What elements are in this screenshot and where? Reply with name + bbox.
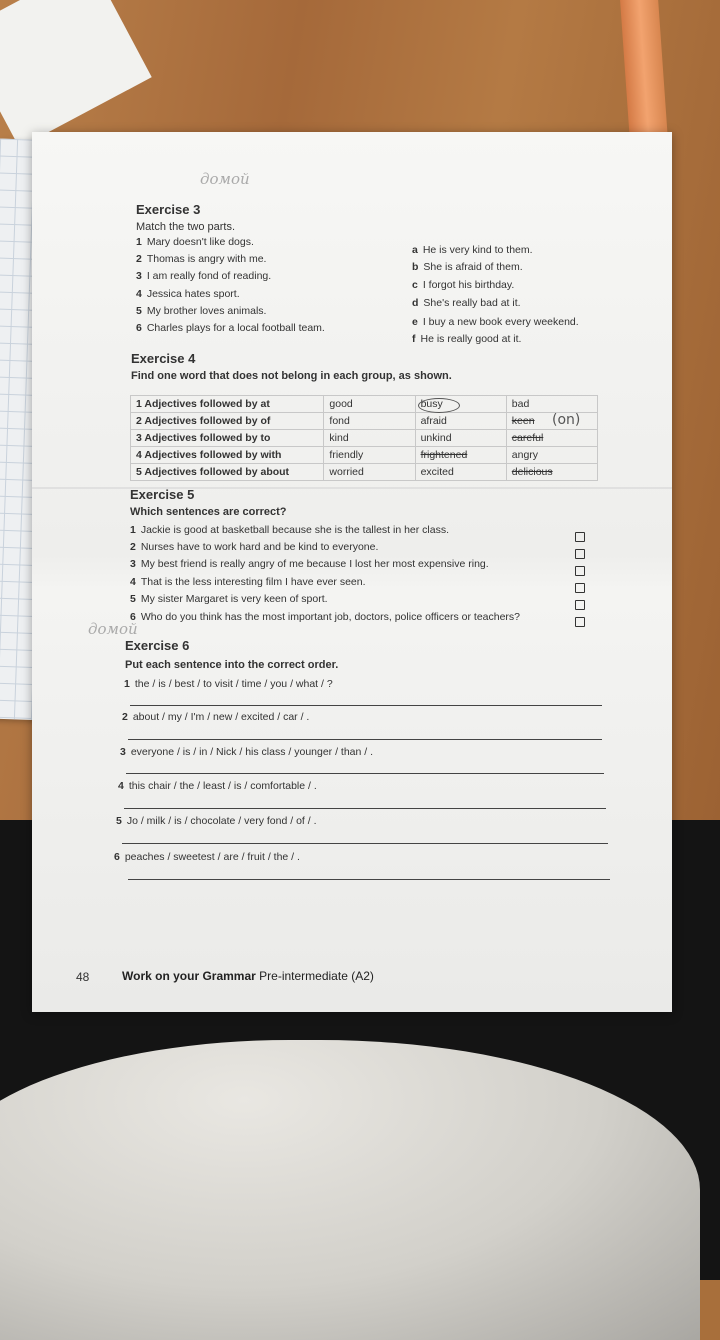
answer-line[interactable] bbox=[124, 808, 606, 809]
ex3-left-4: 4 Jessica hates sport. bbox=[136, 288, 240, 300]
ex5-item-4: 4 That is the less interesting film I have ever seen. bbox=[130, 576, 366, 588]
group-heading: 5 Adjectives followed by about bbox=[131, 464, 324, 481]
exercise5-title: Exercise 5 bbox=[130, 487, 195, 502]
table-row bbox=[131, 464, 598, 481]
word-cell: angry bbox=[506, 447, 597, 464]
word-cell: frightened bbox=[415, 447, 506, 464]
answer-checkbox[interactable] bbox=[575, 532, 585, 542]
group-heading: 3 Adjectives followed by to bbox=[131, 430, 324, 447]
word-cell: excited bbox=[415, 464, 506, 481]
book-title: Work on your Grammar Pre-intermediate (A2) bbox=[122, 969, 374, 983]
ex3-left-6: 6 Charles plays for a local football team. bbox=[136, 322, 325, 334]
word-cell: good bbox=[324, 396, 415, 413]
handwritten-note: домой bbox=[200, 170, 250, 188]
word-cell: unkind bbox=[415, 430, 506, 447]
ex3-right-f: f He is really good at it. bbox=[412, 333, 522, 345]
ex6-item-6: 6 peaches / sweetest / are / fruit / the / . bbox=[114, 851, 300, 863]
word-cell: delicious bbox=[506, 464, 597, 481]
ex3-right-a: a He is very kind to them. bbox=[412, 244, 533, 256]
word-cell: fond bbox=[324, 413, 415, 430]
ex3-right-b: b She is afraid of them. bbox=[412, 261, 523, 273]
word-group-table bbox=[130, 395, 598, 481]
group-heading: 1 Adjectives followed by at bbox=[131, 396, 324, 413]
handwritten-answer: (on) bbox=[552, 412, 581, 428]
answer-checkbox[interactable] bbox=[575, 617, 585, 627]
table-row bbox=[131, 413, 598, 430]
answer-line[interactable] bbox=[126, 773, 604, 774]
group-heading: 4 Adjectives followed by with bbox=[131, 447, 324, 464]
table-row bbox=[131, 430, 598, 447]
word-cell: keen bbox=[506, 413, 597, 430]
ex5-item-2: 2 Nurses have to work hard and be kind to everyone. bbox=[130, 541, 379, 553]
answer-checkbox[interactable] bbox=[575, 549, 585, 559]
ex3-left-1: 1 Mary doesn't like dogs. bbox=[136, 236, 254, 248]
answer-line[interactable] bbox=[122, 843, 608, 844]
word-cell: worried bbox=[324, 464, 415, 481]
ex3-right-c: c I forgot his birthday. bbox=[412, 279, 515, 291]
exercise4-title: Exercise 4 bbox=[131, 351, 196, 366]
pen-circle-mark bbox=[418, 398, 460, 413]
answer-line[interactable] bbox=[128, 739, 602, 740]
ex5-item-1: 1 Jackie is good at basketball because she is the tallest in her class. bbox=[130, 524, 450, 536]
answer-checkbox[interactable] bbox=[575, 600, 585, 610]
exercise5-instruction: Which sentences are correct? bbox=[130, 506, 287, 518]
exercise6-title: Exercise 6 bbox=[125, 638, 190, 653]
handwritten-note: домой bbox=[88, 620, 138, 638]
ex5-item-3: 3 My best friend is really angry of me because I lost her most expensive ring. bbox=[130, 558, 489, 570]
answer-checkbox[interactable] bbox=[575, 566, 585, 576]
group-heading: 2 Adjectives followed by of bbox=[131, 413, 324, 430]
ex3-right-d: d She's really bad at it. bbox=[412, 297, 521, 309]
ex3-left-3: 3 I am really fond of reading. bbox=[136, 270, 272, 282]
ex3-left-2: 2 Thomas is angry with me. bbox=[136, 253, 267, 265]
ex6-item-3: 3 everyone / is / in / Nick / his class / younger / than / . bbox=[120, 746, 374, 758]
ex6-item-4: 4 this chair / the / least / is / comfortable / . bbox=[118, 780, 317, 792]
answer-line[interactable] bbox=[130, 705, 602, 706]
table-row bbox=[131, 396, 598, 413]
table-row bbox=[131, 447, 598, 464]
answer-line[interactable] bbox=[128, 879, 610, 880]
ex3-left-5: 5 My brother loves animals. bbox=[136, 305, 267, 317]
ex5-item-5: 5 My sister Margaret is very keen of sport. bbox=[130, 593, 328, 605]
exercise6-instruction: Put each sentence into the correct order. bbox=[125, 659, 339, 671]
word-cell: busy bbox=[415, 396, 506, 413]
exercise3-title: Exercise 3 bbox=[136, 202, 201, 217]
word-cell: friendly bbox=[324, 447, 415, 464]
ex6-item-1: 1 the / is / best / to visit / time / you / what / ? bbox=[124, 678, 333, 690]
word-cell: bad bbox=[506, 396, 597, 413]
word-cell: careful bbox=[506, 430, 597, 447]
ex5-item-6: 6 Who do you think has the most important job, doctors, police officers or teachers? bbox=[130, 611, 521, 623]
word-cell: afraid bbox=[415, 413, 506, 430]
exercise3-instruction: Match the two parts. bbox=[136, 221, 236, 233]
worksheet-page bbox=[32, 132, 672, 1012]
exercise4-instruction: Find one word that does not belong in each group, as shown. bbox=[131, 370, 452, 382]
ex3-right-e: e I buy a new book every weekend. bbox=[412, 316, 579, 328]
page-number: 48 bbox=[76, 970, 90, 984]
ex6-item-5: 5 Jo / milk / is / chocolate / very fond / of / . bbox=[116, 815, 317, 827]
paper-fold bbox=[32, 487, 672, 489]
word-cell: kind bbox=[324, 430, 415, 447]
answer-checkbox[interactable] bbox=[575, 583, 585, 593]
ex6-item-2: 2 about / my / I'm / new / excited / car / . bbox=[122, 711, 310, 723]
